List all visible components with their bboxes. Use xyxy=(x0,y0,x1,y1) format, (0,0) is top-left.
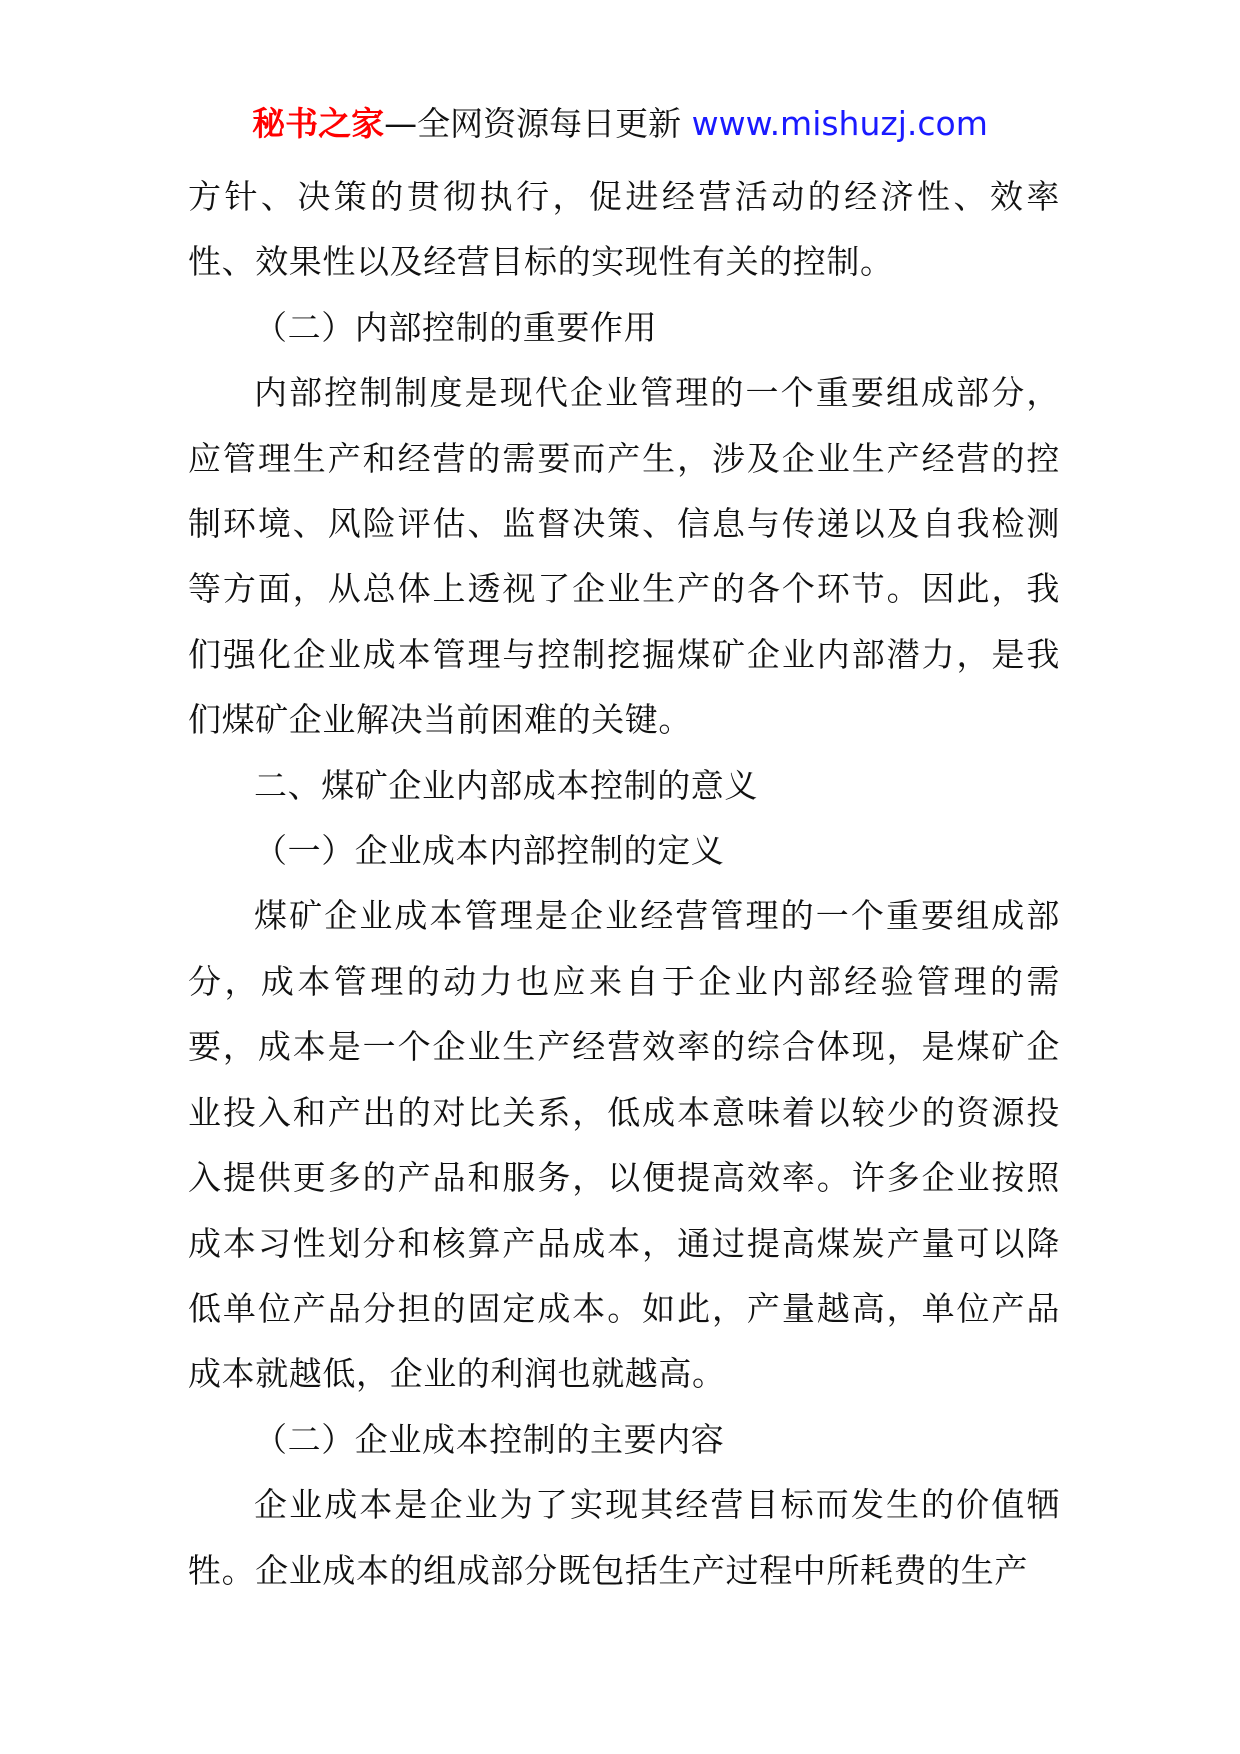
paragraph: 煤矿企业成本管理是企业经营管理的一个重要组成部分，成本管理的动力也应来自于企业内部经验管理的需要，成本是一个企业生产经营效率的综合体现，是煤矿企业投入和产出的对比关系，低成本意味着以较少的资源投入提供更多的产品和服务，以便提高效率。许多企业按照成本习性划分和核算产品成本，通过提高煤炭产量可以降低单位产品分担的固定成本。如此，产量越高，单位产品成本就越低，企业的利润也就越高。 xyxy=(188,896,1060,1394)
brand-name: 秘书之家 xyxy=(252,104,385,143)
section-heading: 二、煤矿企业内部成本控制的意义 xyxy=(254,765,758,805)
page-header xyxy=(0,101,1240,147)
paragraph: 企业成本是企业为了实现其经营目标而发生的价值牺牲。企业成本的组成部分既包括生产过程中所耗费的生产 xyxy=(188,1485,1060,1590)
section-heading: （一）企业成本内部控制的定义 xyxy=(254,831,725,871)
section-heading: （二）企业成本控制的主要内容 xyxy=(254,1419,725,1459)
section-heading: （二）内部控制的重要作用 xyxy=(254,307,658,347)
paragraph-continuation: 方针、决策的贯彻执行，促进经营活动的经济性、效率性、效果性以及经营目标的实现性有关的控制。 xyxy=(188,177,1060,282)
site-url-link[interactable]: www.mishuzj.com xyxy=(691,104,988,143)
paragraph: 内部控制制度是现代企业管理的一个重要组成部分，应管理生产和经营的需要而产生，涉及企业生产经营的控制环境、风险评估、监督决策、信息与传递以及自我检测等方面，从总体上透视了企业生产的各个环节。因此，我们强化企业成本管理与控制挖掘煤矿企业内部潜力，是我们煤矿企业解决当前困难的关键。 xyxy=(188,373,1060,740)
document-body xyxy=(188,164,1060,1603)
header-slogan: —全网资源每日更新 xyxy=(384,104,682,143)
